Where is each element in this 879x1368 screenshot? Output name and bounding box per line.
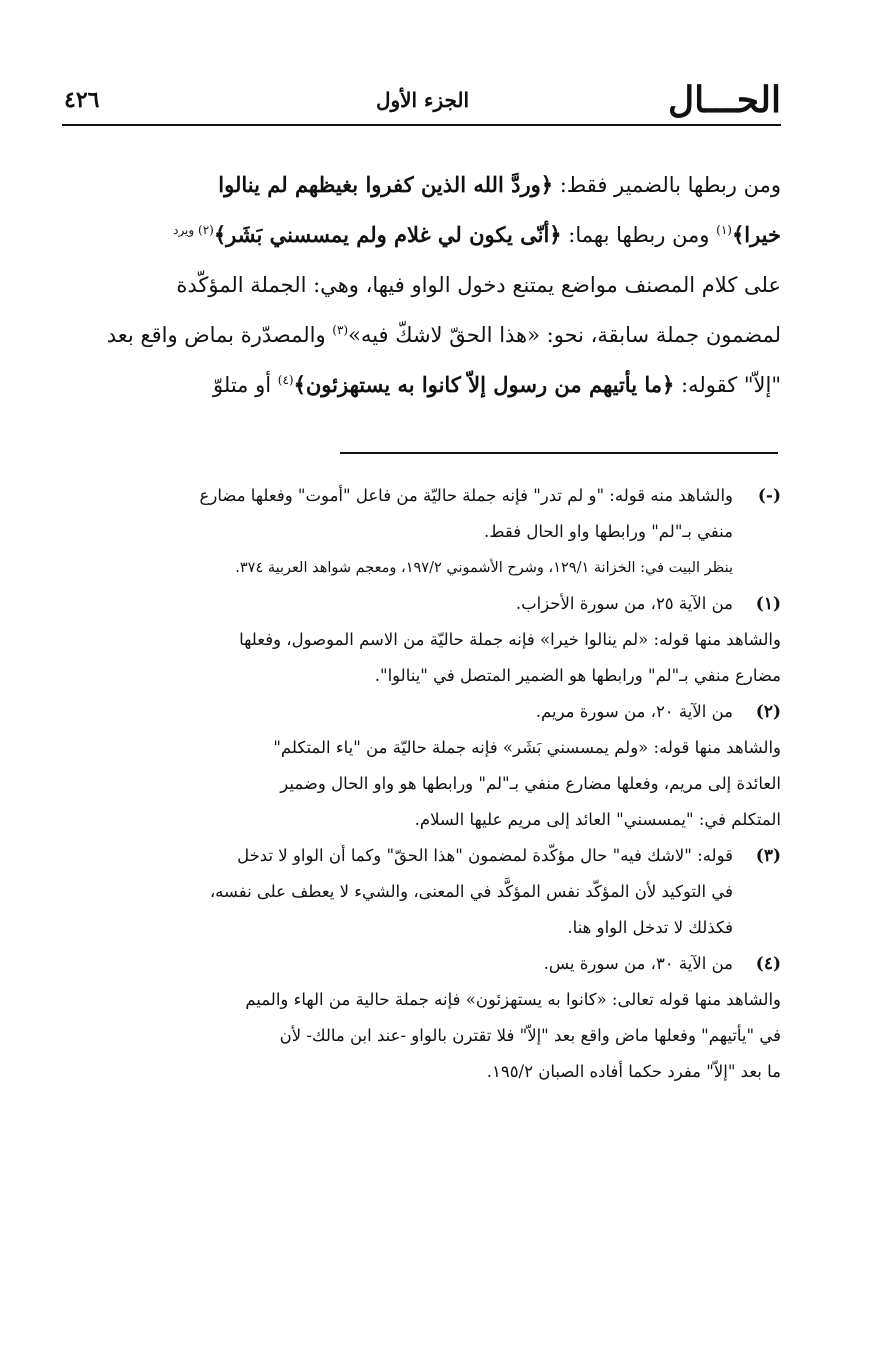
- footnote-line: فكذلك لا تدخل الواو هنا.: [567, 918, 733, 937]
- footnote-line: والشاهد منها قوله تعالى: «كانوا به يستهزئون» فإنه جملة حالية من الهاء والميم: [245, 990, 781, 1009]
- main-line-5: [62, 360, 781, 410]
- footnote-ref: (١): [716, 223, 732, 237]
- footnote: [62, 586, 781, 694]
- main-line-1: [62, 160, 781, 210]
- main-text-segment: ومن ربطها بهما:: [561, 223, 717, 247]
- footnote-number: (١): [755, 594, 781, 614]
- footnote-line: من الآية ٣٠، من سورة يس.: [543, 954, 733, 973]
- footnote-line: والشاهد منها قوله: «ولم يمسسني بَشَر» فإنه جملة حاليّة من "ياء المتكلم": [273, 738, 781, 757]
- footnote-number: (٢): [755, 702, 781, 722]
- footnote-line: مضارع منفي بـ"لم" ورابطها هو الضمير المتصل في "ينالوا".: [374, 666, 781, 685]
- footnote-number: (٣): [755, 846, 781, 866]
- main-text-segment: ومن ربطها بالضمير فقط:: [553, 173, 781, 197]
- quran-quote: ﴿ما يأتيهم من رسول إلاّ كانوا به يستهزئون﴾: [293, 372, 675, 397]
- main-line-4: [62, 310, 781, 360]
- page-header: [64, 80, 781, 120]
- quran-quote: خيرا﴾: [731, 222, 781, 247]
- footnote-line: ما بعد "إلاّ" مفرد حكما أفاده الصبان ١٩٥/٢.: [486, 1062, 781, 1081]
- footnote-line: من الآية ٢٠، من سورة مريم.: [535, 702, 733, 721]
- footnote-number: (-): [757, 486, 781, 506]
- footnote-line: في التوكيد لأن المؤكّد نفس المؤكَّد في المعنى، والشيء لا يعطف على نفسه،: [209, 882, 733, 901]
- footnotes: [62, 478, 781, 1090]
- main-text-segment: لمضمون جملة سابقة، نحو: «هذا الحقّ لاشكّ فيه»: [348, 323, 781, 347]
- part-title: الجزء الأول: [375, 88, 470, 112]
- main-text-segment: والمصدّرة بماض واقع بعد: [106, 323, 333, 347]
- footnote: [62, 694, 781, 838]
- footnote-line: والشاهد منه قوله: "و لم تدر" فإنه جملة حاليّة من فاعل "أموت" وفعلها مضارع: [199, 486, 733, 505]
- footnote-ref: (٤): [277, 373, 294, 387]
- footnote: [62, 478, 781, 586]
- main-line-3: [62, 260, 781, 310]
- footnote-reference-line: ينظر البيت في: الخزانة ١٢٩/١، وشرح الأشموني ١٩٧/٢، ومعجم شواهد العربية ٣٧٤.: [235, 560, 733, 576]
- footnote: [62, 838, 781, 946]
- footnote-line: المتكلم في: "يمسسني" العائد إلى مريم عليها السلام.: [414, 810, 781, 829]
- footnote-line: والشاهد منها قوله: «لم ينالوا خيرا» فإنه جملة حاليّة من الاسم الموصول، وفعلها: [239, 630, 781, 649]
- page-number: ٤٢٦: [64, 87, 100, 113]
- footnote-number: (٤): [755, 954, 781, 974]
- main-line-2: [62, 210, 781, 260]
- chapter-title: الحـــال: [668, 79, 781, 121]
- footnote-separator: [340, 452, 778, 454]
- footnote: [62, 946, 781, 1090]
- footnote-line: في "يأتيهم" وفعلها ماض واقع بعد "إلاّ" فلا تقترن بالواو -عند ابن مالك- لأن: [279, 1026, 781, 1045]
- footnote-line: العائدة إلى مريم، وفعلها مضارع منفي بـ"لم" ورابطها هو واو الحال وضمير: [280, 774, 781, 793]
- main-text: [62, 160, 781, 410]
- footnote-ref: (٣): [332, 323, 349, 337]
- quran-quote: ﴿أنّى يكون لي غلام ولم يمسسني بَشَر﴾: [213, 222, 562, 247]
- main-text-segment: أو متلوّ: [213, 373, 278, 397]
- header-rule: [62, 124, 781, 126]
- main-text-segment: "إلاّ" كقوله:: [674, 373, 781, 397]
- footnote-line: من الآية ٢٥، من سورة الأحزاب.: [515, 594, 733, 613]
- main-text-segment: على كلام المصنف مواضع يمتنع دخول الواو فيها، وهي: الجملة المؤكّدة: [176, 273, 781, 297]
- quran-quote: ﴿وردَّ الله الذين كفروا بغيظهم لم ينالوا: [218, 172, 554, 197]
- footnote-ref: (٢) ويرد: [173, 223, 214, 237]
- footnote-line: قوله: "لاشك فيه" حال مؤكّدة لمضمون "هذا الحقّ" وكما أن الواو لا تدخل: [237, 846, 733, 865]
- footnote-line: منفي بـ"لم" ورابطها واو الحال فقط.: [484, 522, 733, 541]
